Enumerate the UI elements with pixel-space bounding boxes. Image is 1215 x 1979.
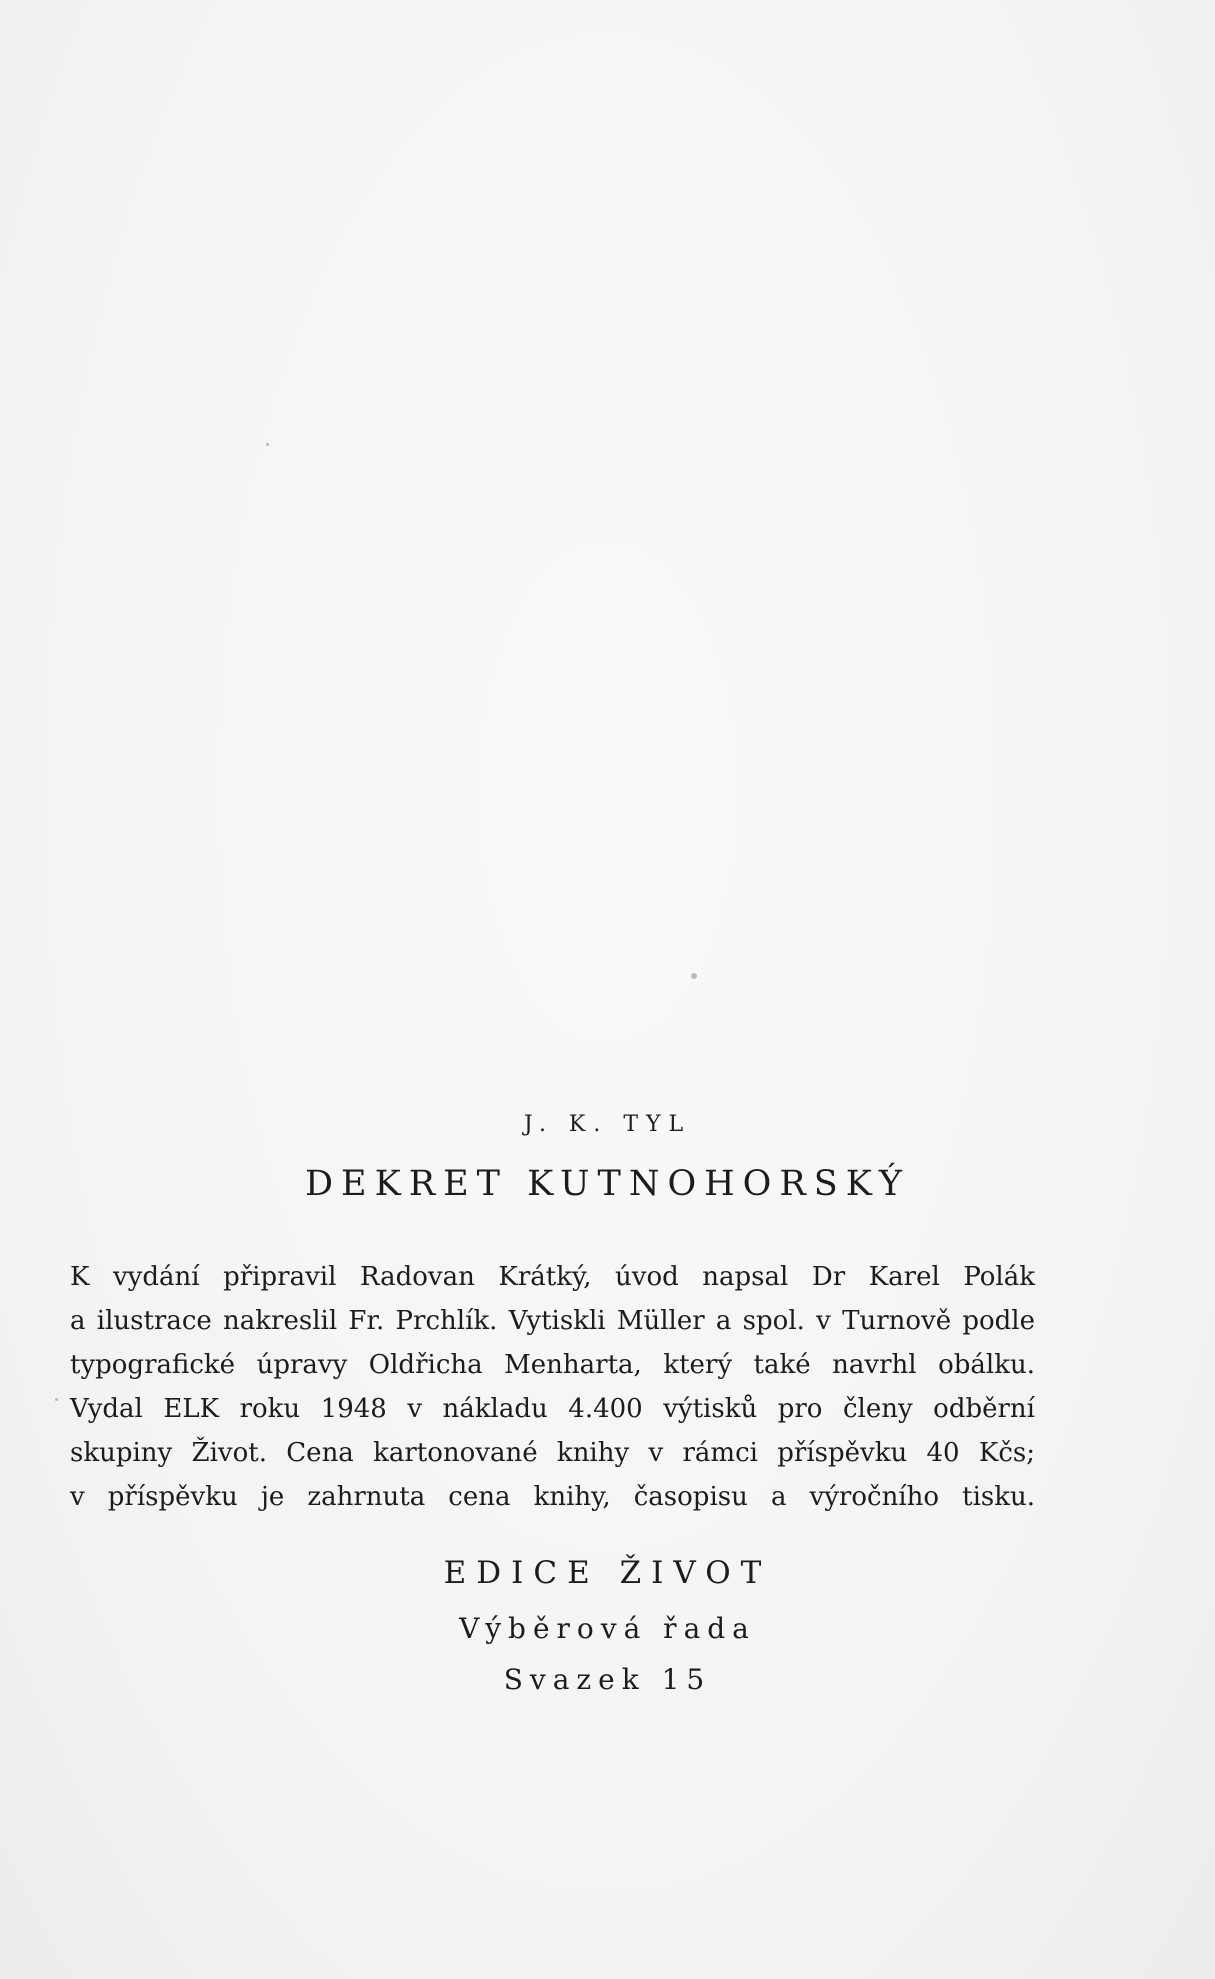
colophon-paragraph xyxy=(70,1255,1035,1519)
colophon-line: skupiny Život. Cena kartonované knihy v rámci příspěvku 40 Kčs; xyxy=(70,1438,1035,1468)
series-name: Výběrová řada xyxy=(459,1612,756,1645)
author-name: J. K. TYL xyxy=(523,1112,692,1137)
colophon-line: Vydal ELK roku 1948 v nákladu 4.400 výtisků pro členy odběrní xyxy=(70,1394,1035,1424)
edition-name: EDICE ŽIVOT xyxy=(443,1555,772,1591)
colophon-line: K vydání připravil Radovan Krátký, úvod napsal Dr Karel Polák xyxy=(70,1262,1035,1292)
colophon-line: typografické úpravy Oldřicha Menharta, který také navrhl obálku. xyxy=(70,1350,1035,1380)
colophon-line: v příspěvku je zahrnuta cena knihy, časopisu a výročního tisku. xyxy=(70,1482,1035,1512)
volume-number: Svazek 15 xyxy=(503,1663,712,1696)
paper-speck xyxy=(55,1398,58,1401)
colophon-line: a ilustrace nakreslil Fr. Prchlík. Vytiskli Müller a spol. v Turnově podle xyxy=(70,1306,1035,1336)
book-title: DEKRET KUTNOHORSKÝ xyxy=(304,1164,911,1204)
paper-speck xyxy=(266,443,269,446)
paper-speck xyxy=(691,973,697,979)
